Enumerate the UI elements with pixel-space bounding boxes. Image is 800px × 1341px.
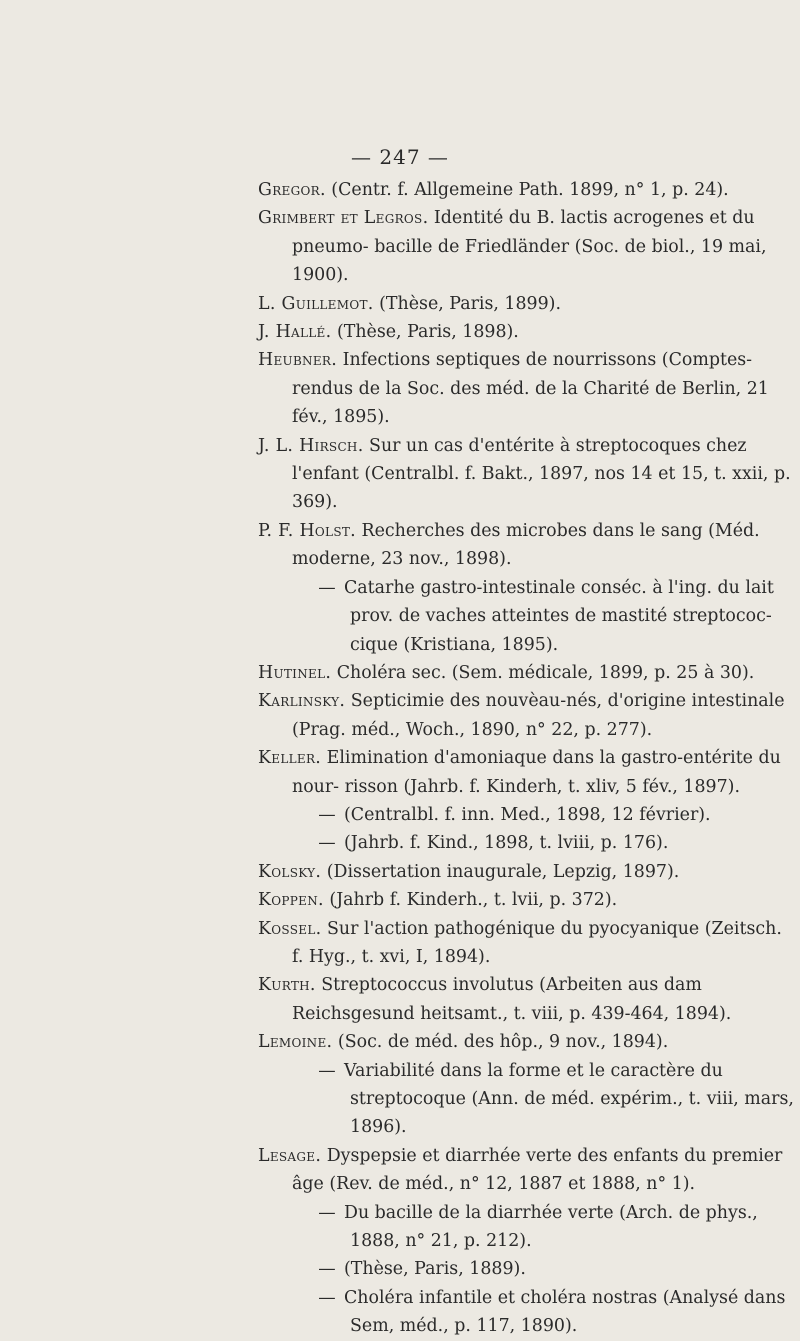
bib-entry-continued	[258, 1255, 794, 1283]
entry-author: P. F. Holst.	[258, 520, 356, 541]
entry-text: Sur l'action pathogénique du pyocyanique (Zeitsch. f. Hyg., t. xvi, I, 1894).	[292, 918, 782, 967]
ditto-dash: —	[318, 577, 336, 598]
page-number: — 247 —	[351, 145, 449, 169]
ditto-dash: —	[318, 1259, 336, 1280]
ditto-dash: —	[318, 833, 336, 854]
bib-entry-continued	[258, 1057, 794, 1142]
entry-text: Choléra infantile et choléra nostras (Analysé dans Sem, méd., p. 117, 1890).	[344, 1287, 786, 1337]
bib-entry	[258, 858, 794, 886]
bib-entry	[258, 687, 794, 744]
entry-author: J. Hallé.	[258, 322, 332, 343]
ditto-dash: —	[318, 804, 336, 825]
ditto-dash: —	[318, 1287, 336, 1308]
bib-entry	[258, 1028, 794, 1056]
entry-author: Kurth.	[258, 975, 316, 996]
entry-text: Choléra sec. (Sem. médicale, 1899, p. 25 à 30).	[331, 662, 755, 683]
bib-entry-continued	[258, 1284, 794, 1341]
bib-entry	[258, 290, 794, 318]
entry-text: Dyspepsie et diarrhée verte des enfants du premier âge (Rev. de méd., n° 12, 1887 et 1888, n° 1).	[292, 1145, 783, 1195]
entry-text: (Jahrb f. Kinderh., t. lvii, p. 372).	[323, 890, 618, 911]
entry-text: Recherches des microbes dans le sang (Méd. moderne, 23 nov., 1898).	[292, 520, 760, 570]
entry-author: Kolsky.	[258, 861, 322, 882]
entry-text: (Dissertation inaugurale, Lepzig, 1897).	[321, 861, 680, 882]
bib-entry	[258, 915, 794, 972]
bib-entry	[258, 971, 794, 1028]
bib-entry	[258, 432, 794, 517]
bib-entry	[258, 204, 794, 289]
entry-author: Lesage.	[258, 1145, 322, 1166]
bib-entry	[258, 659, 794, 687]
entry-author: Karlinsky.	[258, 691, 346, 712]
entry-text: (Thèse, Paris, 1898).	[331, 322, 519, 343]
entry-text: Infections septiques de nourrissons (Comptes-rendus de la Soc. des méd. de la Charité de Berlin, 21 fév., 1895).	[292, 350, 769, 428]
bib-entry	[258, 1142, 794, 1199]
entry-text: Catarhe gastro-intestinale conséc. à l'ing. du lait prov. de vaches atteintes de mastité streptococ- cique (Kristiana, 1895).	[344, 577, 774, 655]
entry-author: Grimbert et Legros.	[258, 208, 429, 229]
entry-author: Koppen.	[258, 890, 324, 911]
entry-text: Variabilité dans la forme et le caractère du streptocoque (Ann. de méd. expérim., t. viii, mars, 1896).	[344, 1060, 794, 1138]
bib-entry	[258, 318, 794, 346]
bib-entry	[258, 517, 794, 574]
ditto-dash: —	[318, 1060, 336, 1081]
entry-author: Gregor.	[258, 180, 326, 200]
entry-text: (Centralbl. f. inn. Med., 1898, 12 février).	[344, 804, 711, 825]
entry-author: Hutinel.	[258, 662, 332, 683]
entry-author: Lemoine.	[258, 1032, 333, 1053]
entry-text: Identité du B. lactis acrogenes et du pneumo- bacille de Friedländer (Soc. de biol., 19 mai, 1900).	[292, 208, 767, 286]
entry-text: (Thèse, Paris, 1899).	[373, 293, 561, 314]
entry-author: Kossel.	[258, 918, 322, 939]
entry-author: Keller.	[258, 748, 322, 769]
entry-text: (Centr. f. Allgemeine Path. 1899, n° 1, p. 24).	[325, 180, 729, 200]
entry-text: Elimination d'amoniaque dans la gastro-entérite du nour- risson (Jahrb. f. Kinderh, t. xliv, 5 fév., 1897).	[292, 748, 781, 797]
bib-entry-continued	[258, 801, 794, 829]
entry-text: (Jahrb. f. Kind., 1898, t. lviii, p. 176).	[344, 833, 669, 854]
entry-text: Septicimie des nouvèau-nés, d'origine intestinale (Prag. méd., Woch., 1890, n° 22, p. 277).	[292, 691, 785, 740]
entry-text: Sur un cas d'entérite à streptocoques chez l'enfant (Centralbl. f. Bakt., 1897, nos 14 et 15, t. xxii, p. 369).	[292, 435, 791, 513]
ditto-dash: —	[318, 1202, 336, 1223]
entry-author: Heubner.	[258, 350, 338, 371]
bib-entry	[258, 346, 794, 431]
entry-author: L. Guillemot.	[258, 293, 374, 314]
entry-text: (Thèse, Paris, 1889).	[344, 1259, 526, 1280]
bib-entry-continued	[258, 574, 794, 659]
entry-author: J. L. Hirsch.	[258, 435, 364, 456]
bib-entry-continued	[258, 829, 794, 857]
bib-entry	[258, 744, 794, 801]
entry-text: (Soc. de méd. des hôp., 9 nov., 1894).	[332, 1032, 669, 1053]
bib-entry	[258, 886, 794, 914]
entry-text: Du bacille de la diarrhée verte (Arch. de phys., 1888, n° 21, p. 212).	[344, 1202, 758, 1252]
bibliography-list	[258, 176, 794, 1341]
bib-entry	[258, 176, 794, 204]
entry-text: Streptococcus involutus (Arbeiten aus dam Reichsgesund heitsamt., t. viii, p. 439-464, 1894).	[292, 975, 732, 1024]
bib-entry-continued	[258, 1199, 794, 1256]
